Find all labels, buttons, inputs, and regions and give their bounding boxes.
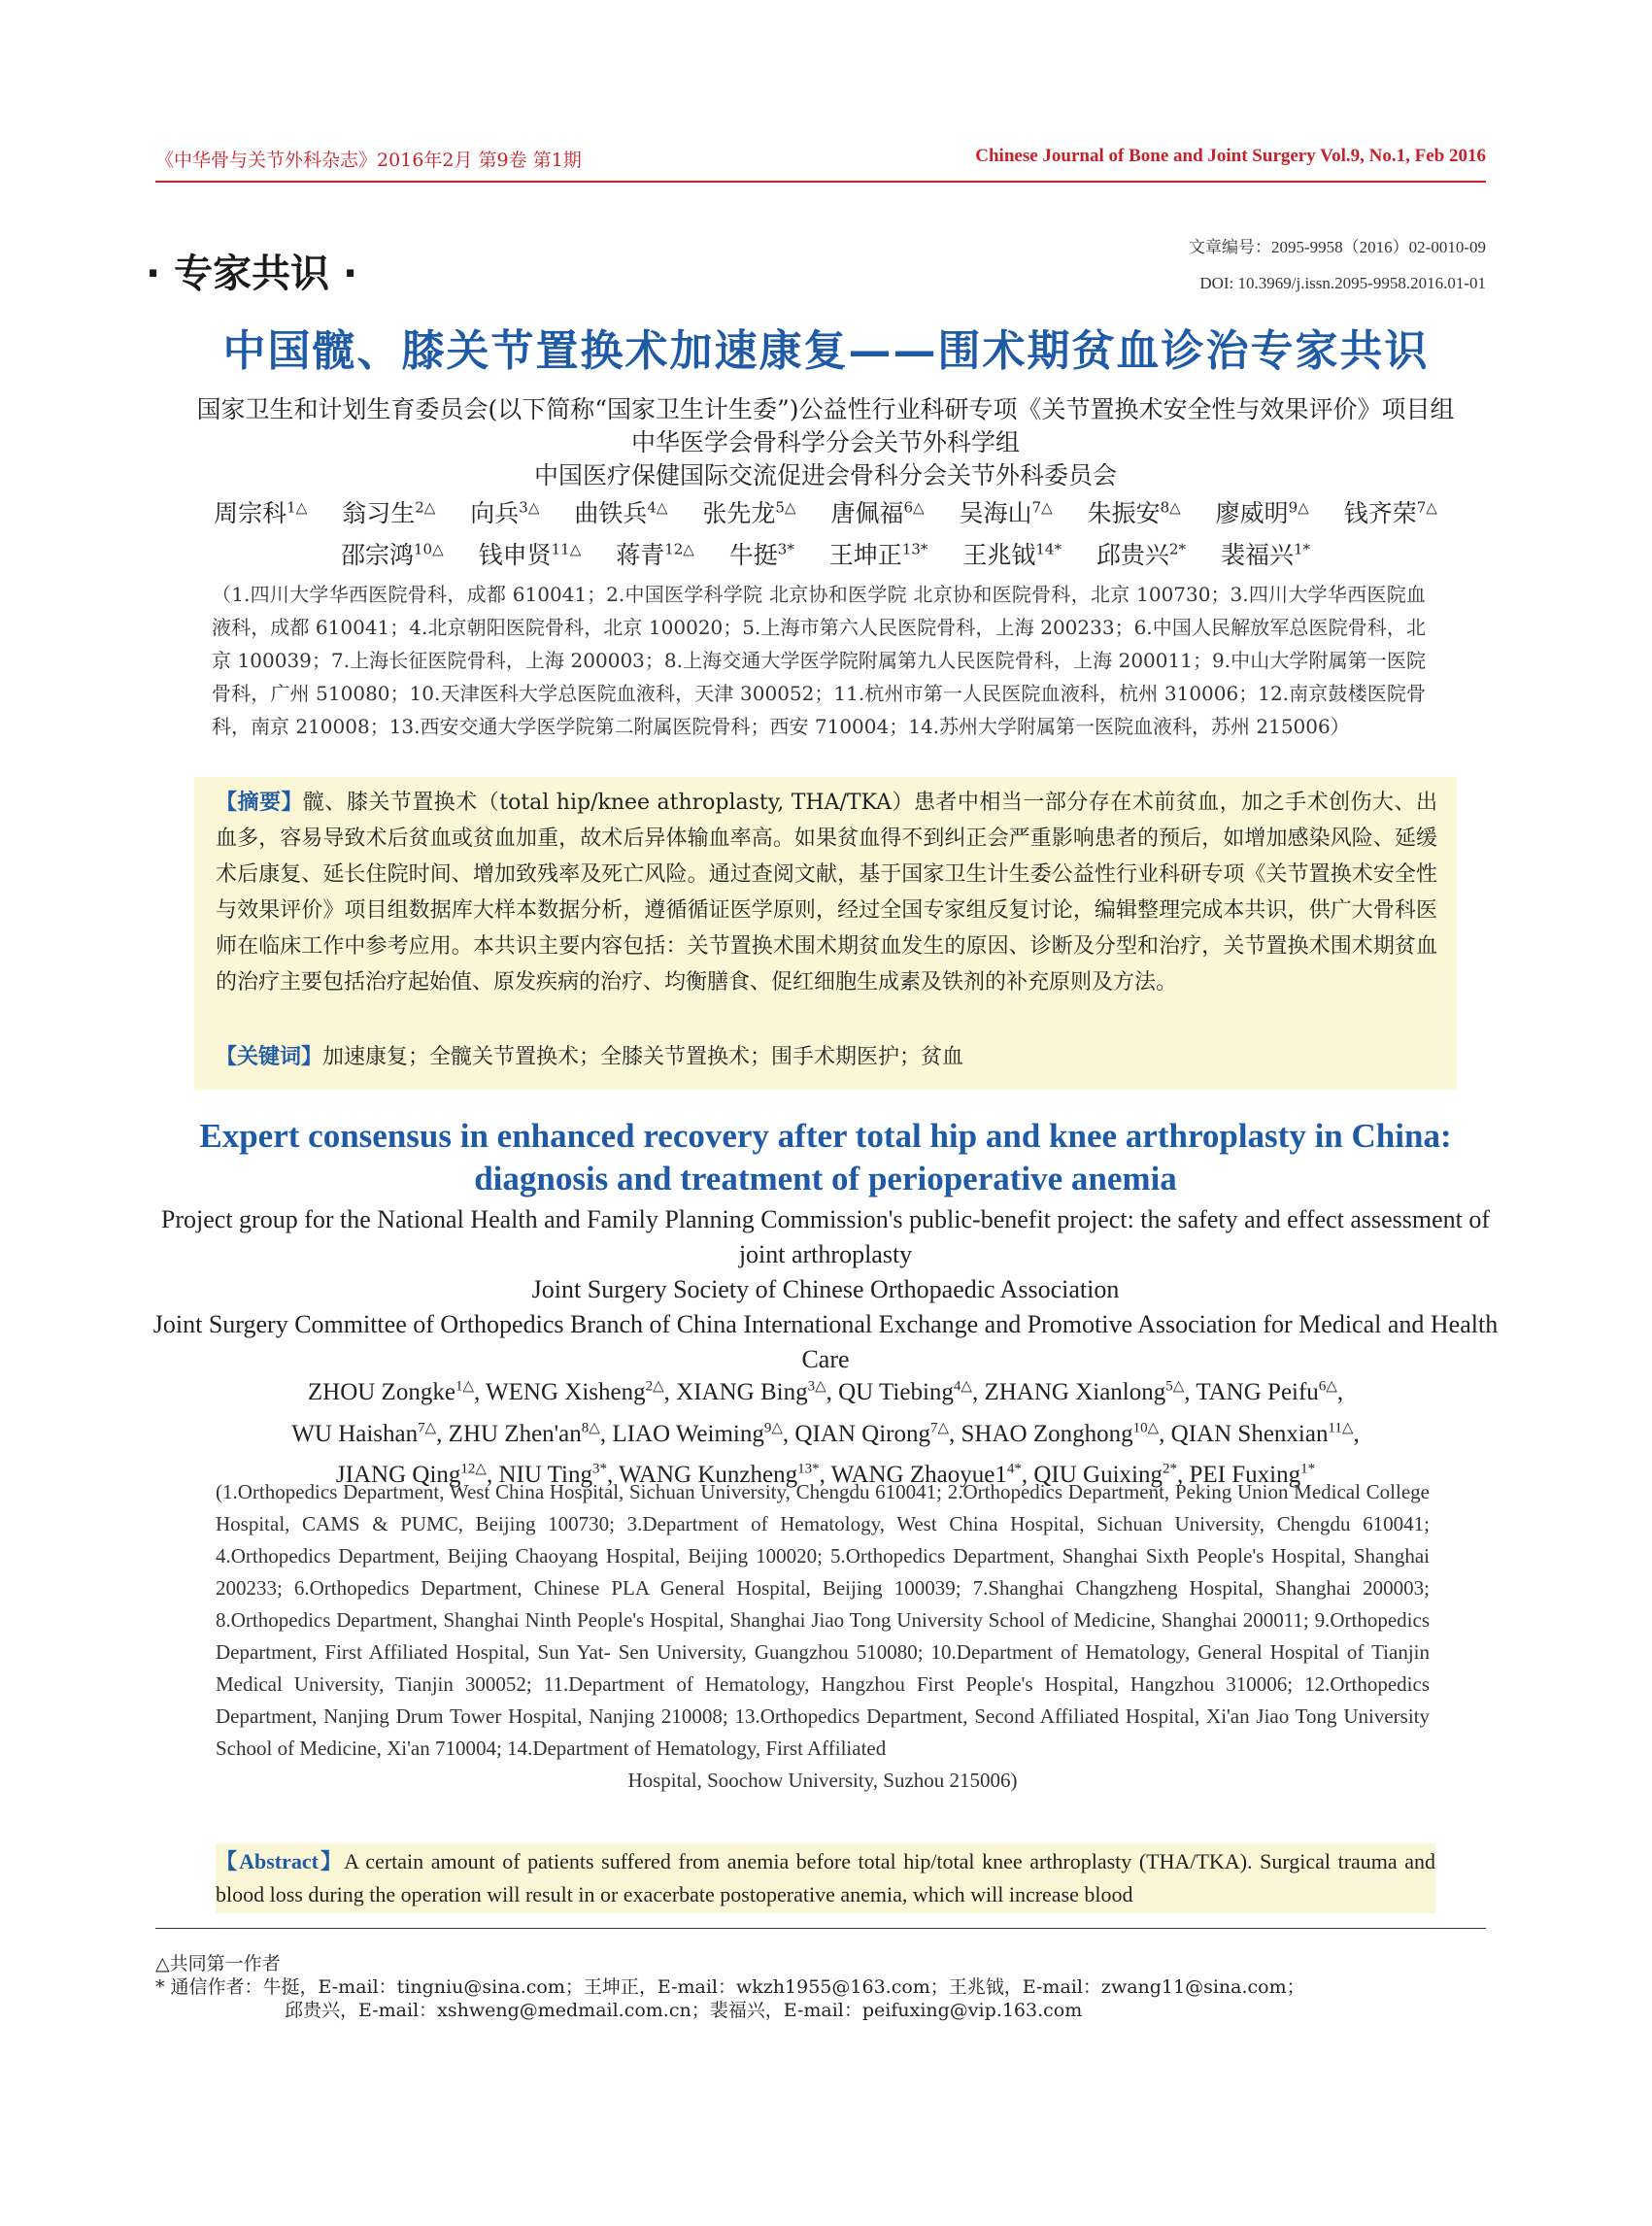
author-en: WU Haishan$^{7\triangle}$, [291, 1420, 449, 1447]
affiliations-cn: （1.四川大学华西医院骨科，成都 610041；2.中国医学科学院 北京协和医学院 北京协和医院骨科，北京 100730；3.四川大学华西医院血液科，成都 610041；4.北京朝阳医院骨科，北京 100020；5.上海市第六人民医院骨科，上海 200233；6.中国人民解放军总医院骨科，北京 100039；7.上海长征医院骨科，上海 200003；8.上海交通大学医学院附属第九人民医院骨科，上海 200011；9.中山大学附属第一医院骨科，广州 510080；10.天津医科大学总医院血液科，天津 300052；11.杭州市第一人民医院血液科，杭州 310006；12.南京鼓楼医院骨科，南京 210008；13.西安交通大学医学院第二附属医院骨科；西安 710004；14.苏州大学附属第一医院血液科，苏州 215006） [212, 583, 1426, 738]
authors-en [146, 1369, 1505, 1493]
author-en: QIU Guixing$^{2*}$, [1033, 1461, 1190, 1488]
keywords-cn-label: 【关键词】 [216, 1044, 323, 1069]
author-cn: 王兆钺$^{14*}$ [962, 540, 1062, 569]
author-cn: 唐佩福$^{6\triangle}$ [830, 499, 925, 528]
header-rule [155, 181, 1486, 183]
author-en: JIANG Qing$^{12\triangle}$, [335, 1461, 499, 1488]
group-en: Joint Surgery Committee of Orthopedics Branch of China International Exchange and Promotive Association for Medical and Health Care [152, 1310, 1499, 1373]
group-cn: 国家卫生和计划生育委员会(以下简称“国家卫生计生委”)公益性行业科研专项《关节置换术安全性与效果评价》项目组 [196, 395, 1455, 423]
author-cn: 王坤正$^{13*}$ [828, 540, 928, 569]
title-en-line: Expert consensus in enhanced recovery after total hip and knee arthroplasty in China: [199, 1117, 1452, 1155]
author-en: QIAN Shenxian$^{11\triangle}$, [1170, 1420, 1360, 1447]
abstract-en [216, 1845, 1435, 1911]
author-cn: 廖威明$^{9\triangle}$ [1215, 499, 1309, 528]
author-cn: 张先龙$^{5\triangle}$ [702, 499, 796, 528]
author-cn: 钱申贤$^{11\triangle}$ [478, 540, 582, 569]
groups-cn [146, 393, 1505, 492]
abstract-en-box [216, 1843, 1435, 1913]
group-en: Joint Surgery Society of Chinese Orthopaedic Association [531, 1275, 1120, 1303]
author-cn: 翁习生$^{2\triangle}$ [342, 499, 436, 528]
abstract-cn-label: 【摘要】 [216, 790, 303, 815]
affiliations-en-text: (1.Orthopedics Department, West China Hospital, Sichuan University, Chengdu 610041; 2.Orthopedics Department, Peking Union Medical College Hospital, CAMS & PUMC, Beijing 100730; 3.Department of Hematology, West China Hospital, Sichuan University, Chengdu 610041; 4.Orthopedics Department, Beijing Chaoyang Hospital, Beijing 100020; 5.Orthopedics Department, Shanghai Sixth People's Hospital, Shanghai 200233; 6.Orthopedics Department, Chinese PLA General Hospital, Beijing 100039; 7.Shanghai Changzheng Hospital, Shanghai 200003; 8.Orthopedics Department, Shanghai Ninth People's Hospital, Shanghai Jiao Tong University School of Medicine, Shanghai 200011; 9.Orthopedics Department, First Affiliated Hospital, Sun Yat- Sen University, Guangzhou 510080; 10.Department of Hematology, General Hospital of Tianjin Medical University, Tianjin 300052; 11.Department of Hematology, Hangzhou First People's Hospital, Hangzhou 310006; 12.Orthopedics Department, Nanjing Drum Tower Hospital, Nanjing 210008; 13.Orthopedics Department, Second Affiliated Hospital, Xi'an Jiao Tong University School of Medicine, Xi'an 710004; 14.Department of Hematology, First Affiliated [216, 1480, 1430, 1760]
author-en: LIAO Weiming$^{9\triangle}$, [612, 1420, 795, 1447]
title-en-line: diagnosis and treatment of perioperative anemia [474, 1160, 1177, 1197]
section-label: · 专家共识 · [146, 252, 358, 296]
author-cn: 邵宗鸿$^{10\triangle}$ [341, 540, 444, 569]
authors-en-line [146, 1369, 1505, 1410]
author-en: XIANG Bing$^{3\triangle}$, [676, 1379, 839, 1406]
author-cn: 钱齐荣$^{7\triangle}$ [1343, 499, 1437, 528]
group-cn: 中国医疗保健国际交流促进会骨科分会关节外科委员会 [533, 461, 1117, 489]
group-cn: 中华医学会骨科学分会关节外科学组 [630, 428, 1020, 456]
author-cn: 朱振安$^{8\triangle}$ [1087, 499, 1181, 528]
title-cn: 中国髋、膝关节置换术加速康复——围术期贫血诊治专家共识 [222, 326, 1430, 376]
footnote-corresp: * 通信作者：牛挺，E-mail：tingniu@sina.com；王坤正，E-mail：wkzh1955@163.com；王兆钺，E-mail：zwang11@sina.com； [155, 1976, 1305, 1998]
keywords-cn [216, 1039, 1437, 1075]
footnote-rule [155, 1928, 1486, 1929]
author-en: TANG Peifu$^{6\triangle}$, [1196, 1379, 1344, 1406]
affiliations-en-last: Hospital, Soochow University, Suzhou 215006) [627, 1769, 1018, 1792]
doi: DOI: 10.3969/j.issn.2095-9958.2016.01-01 [1199, 274, 1486, 292]
footnote-cofirst: △共同第一作者 [155, 1953, 281, 1974]
author-en: ZHOU Zongke$^{1\triangle}$, [307, 1379, 487, 1406]
abstract-cn-text: 髋、膝关节置换术（total hip/knee athroplasty, THA/TKA）患者中相当一部分存在术前贫血，加之手术创伤大、出血多，容易导致术后贫血或贫血加重，故术后异体输血率高。如果贫血得不到纠正会严重影响患者的预后，如增加感染风险、延缓术后康复、延长住院时间、增加致残率及死亡风险。通过查阅文献，基于国家卫生计生委公益性行业科研专项《关节置换术安全性与效果评价》项目组数据库大样本数据分析，遵循循证医学原则，经过全国专家组反复讨论，编辑整理完成本共识，供广大骨科医师在临床工作中参考应用。本共识主要内容包括：关节置换术围术期贫血发生的原因、诊断及分型和治疗，关节置换术围术期贫血的治疗主要包括治疗起始值、原发疾病的治疗、均衡膳食、促红细胞生成素及铁剂的补充原则及方法。 [216, 791, 1437, 995]
author-en: PEI Fuxing$^{1*}$ [1189, 1461, 1316, 1488]
author-en: SHAO Zonghong$^{10\triangle}$, [961, 1420, 1171, 1447]
header-journal-en: Chinese Journal of Bone and Joint Surgery Vol.9, No.1, Feb 2016 [975, 146, 1486, 166]
running-header [155, 146, 1486, 177]
author-en: WENG Xisheng$^{2\triangle}$, [486, 1379, 677, 1406]
author-cn: 曲铁兵$^{4\triangle}$ [574, 499, 668, 528]
author-cn: 周宗科$^{1\triangle}$ [214, 499, 308, 528]
footnote-corresp-cont: 邱贵兴，E-mail：xshweng@medmail.com.cn；裴福兴，E-mail：peifuxing@vip.163.com [285, 2000, 1083, 2021]
groups-en [146, 1202, 1505, 1377]
abstract-cn-box [194, 777, 1457, 1090]
author-cn: 裴福兴$^{1*}$ [1220, 540, 1310, 569]
author-cn: 邱贵兴$^{2*}$ [1096, 540, 1186, 569]
author-cn: 向兵$^{3\triangle}$ [470, 499, 540, 528]
author-en: QIAN Qirong$^{7\triangle}$, [794, 1420, 961, 1447]
group-en: Project group for the National Health and Family Planning Commission's public-benefit project: the safety and effect assessment of joint arthroplasty [160, 1205, 1491, 1268]
title-en [117, 1115, 1534, 1200]
header-journal-cn: 《中华骨与关节外科杂志》2016年2月 第9卷 第1期 [155, 150, 582, 171]
authors-en-line [146, 1410, 1505, 1451]
author-en: ZHU $Zhen'an^{8\triangle}$, [448, 1420, 613, 1447]
affiliations-en [216, 1476, 1430, 1797]
author-en: NIU Ting$^{3*}$, [498, 1461, 620, 1488]
footnotes [155, 1952, 1496, 2022]
author-en: ZHANG Xianlong$^{5\triangle}$, [984, 1379, 1197, 1406]
article-number: 文章编号：2095-9958（2016）02-0010-09 [1189, 238, 1486, 256]
abstract-en-label: 【Abstract】 [216, 1849, 345, 1873]
authors-cn [146, 490, 1505, 573]
author-cn: 牛挺$^{3*}$ [728, 540, 794, 569]
author-cn: 吴海山$^{7\triangle}$ [959, 499, 1053, 528]
authors-cn-line [146, 531, 1505, 572]
author-cn: 蒋青$^{12\triangle}$ [616, 540, 694, 569]
author-en: QU Tiebing$^{4\triangle}$, [838, 1379, 985, 1406]
author-en: WANG Kunzheng$^{13*}$, [619, 1461, 831, 1488]
authors-cn-line [146, 490, 1505, 531]
author-en: WANG $Zhaoyue1^{4*}$, [830, 1461, 1034, 1488]
abstract-cn [216, 785, 1437, 1000]
keywords-cn-text: 加速康复；全髋关节置换术；全膝关节置换术；围手术期医护；贫血 [322, 1045, 964, 1069]
abstract-en-text: A certain amount of patients suffered from anemia before total hip/total knee arthroplasty (THA/TKA). Surgical trauma and blood loss during the operation will result in or exacerbate postoperative anemia, which will increase blood [216, 1849, 1435, 1906]
